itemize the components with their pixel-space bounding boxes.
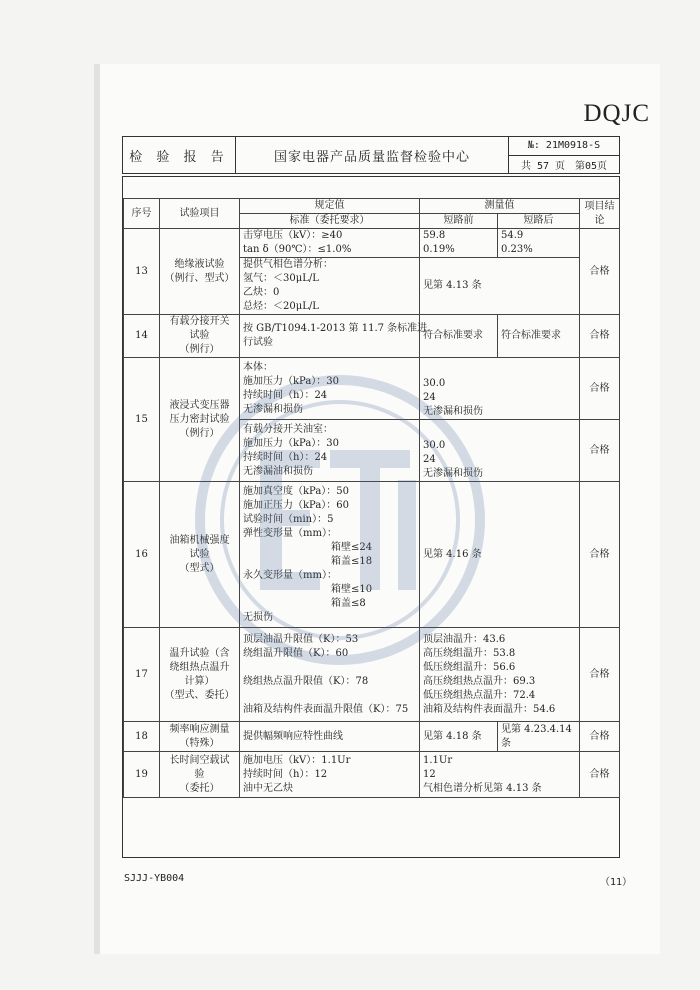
row-spec: 施加电压（kV）：1.1Ur 持续时间（h）：12 油中无乙炔 xyxy=(240,752,420,798)
row-spec: 击穿电压（kV）：≥40 tan δ（90℃）：≤1.0% xyxy=(240,229,420,258)
row-result: 合格 xyxy=(580,482,620,628)
row-after: 符合标准要求 xyxy=(498,315,580,358)
row-seq: 13 xyxy=(124,229,160,315)
row-seq: 14 xyxy=(124,315,160,358)
row-before: 见第 4.18 条 xyxy=(420,722,498,752)
table-row xyxy=(124,752,620,798)
row-seq: 18 xyxy=(124,722,160,752)
row-item: 温升试验（含 绕组热点温升 计算） （型式、委托） xyxy=(160,628,240,722)
page-count: 共 57 页 第05页 xyxy=(520,160,608,172)
row-measured: 1.1Ur 12 气相色谱分析见第 4.13 条 xyxy=(420,752,580,798)
row-seq: 16 xyxy=(124,482,160,628)
row-result: 合格 xyxy=(580,315,620,358)
table-row xyxy=(124,482,620,628)
row-result: 合格 xyxy=(580,752,620,798)
header-spec-sub: 标准（委托要求） xyxy=(240,214,420,229)
row-spec: 施加真空度（kPa）：50 施加正压力（kPa）：60 试验时间（min）：5 弹性变形量（mm）： 箱壁≤24 箱盖≤18 永久变形量（mm）： 箱壁≤10 箱盖≤8 无损伤 xyxy=(240,482,420,628)
table-row xyxy=(124,358,620,420)
row-spec: 顶层油温升限值（K）：53 绕组温升限值（K）：60 绕组热点温升限值（K）：78 油箱及结构件表面温升限值（K）：75 xyxy=(240,628,420,722)
row-item: 油箱机械强度 试验 （型式） xyxy=(160,482,240,628)
row-seq: 15 xyxy=(124,358,160,482)
form-code: SJJJ-YB004 xyxy=(124,873,185,884)
row-before: 59.8 0.19% xyxy=(420,229,498,258)
report-title: 检 验 报 告 xyxy=(123,137,236,173)
row-spec: 有载分接开关油室： 施加压力（kPa）：30 持续时间（h）：24 无渗漏油和损伤 xyxy=(240,420,420,482)
row-item: 有载分接开关 试验 （例行） xyxy=(160,315,240,358)
report-meta xyxy=(509,137,619,173)
header-conclusion: 项目结论 xyxy=(580,199,620,229)
row-result: 合格 xyxy=(580,229,620,315)
page-number: （11） xyxy=(600,877,633,888)
row-measured: 30.0 24 无渗漏和损伤 xyxy=(420,358,580,420)
header-before: 短路前 xyxy=(420,214,498,229)
row-result: 合格 xyxy=(580,420,620,482)
row-spec: 本体： 施加压力（kPa）：30 持续时间（h）：24 无渗漏和损伤 xyxy=(240,358,420,420)
row-result: 合格 xyxy=(580,628,620,722)
row-seq: 17 xyxy=(124,628,160,722)
header-after: 短路后 xyxy=(498,214,580,229)
header-spec: 规定值 xyxy=(240,199,420,214)
test-results-table xyxy=(123,198,620,798)
table-header-row xyxy=(124,199,620,214)
row-spec: 提供气相色谱分析： 氢气：＜30μL/L 乙炔：0 总烃：＜20μL/L xyxy=(240,258,420,315)
row-spec: 按 GB/T1094.1-2013 第 11.7 条标准进 行试验 xyxy=(240,315,420,358)
row-measured: 30.0 24 无渗漏和损伤 xyxy=(420,420,580,482)
table-row xyxy=(124,315,620,358)
row-seq: 19 xyxy=(124,752,160,798)
table-row xyxy=(124,628,620,722)
row-item: 频率响应测量 （特殊） xyxy=(160,722,240,752)
row-measured: 见第 4.13 条 xyxy=(420,258,580,315)
table-row xyxy=(124,229,620,258)
row-result: 合格 xyxy=(580,722,620,752)
row-item: 长时间空载试 验 （委托） xyxy=(160,752,240,798)
header-seq: 序号 xyxy=(124,199,160,229)
row-spec: 提供幅频响应特性曲线 xyxy=(240,722,420,752)
row-item: 液浸式变压器 压力密封试验 （例行） xyxy=(160,358,240,482)
row-measured: 顶层油温升：43.6 高压绕组温升：53.8 低压绕组温升：56.6 高压绕组热点温升：69.3 低压绕组热点温升：72.4 油箱及结构件表面温升：54.6 xyxy=(420,628,580,722)
brand-mark: DQJC xyxy=(583,100,650,127)
row-result: 合格 xyxy=(580,358,620,420)
report-number: №: 21M0918-S xyxy=(509,137,619,156)
header-item: 试验项目 xyxy=(160,199,240,229)
row-before: 符合标准要求 xyxy=(420,315,498,358)
header-measured: 测量值 xyxy=(420,199,580,214)
row-after: 见第 4.23.4.14 条 xyxy=(498,722,580,752)
table-row xyxy=(124,722,620,752)
report-header xyxy=(122,136,620,174)
organization-name: 国家电器产品质量监督检验中心 xyxy=(236,137,509,173)
row-measured: 见第 4.16 条 xyxy=(420,482,580,628)
row-after: 54.9 0.23% xyxy=(498,229,580,258)
row-item: 绝缘液试验 （例行、型式） xyxy=(160,229,240,315)
